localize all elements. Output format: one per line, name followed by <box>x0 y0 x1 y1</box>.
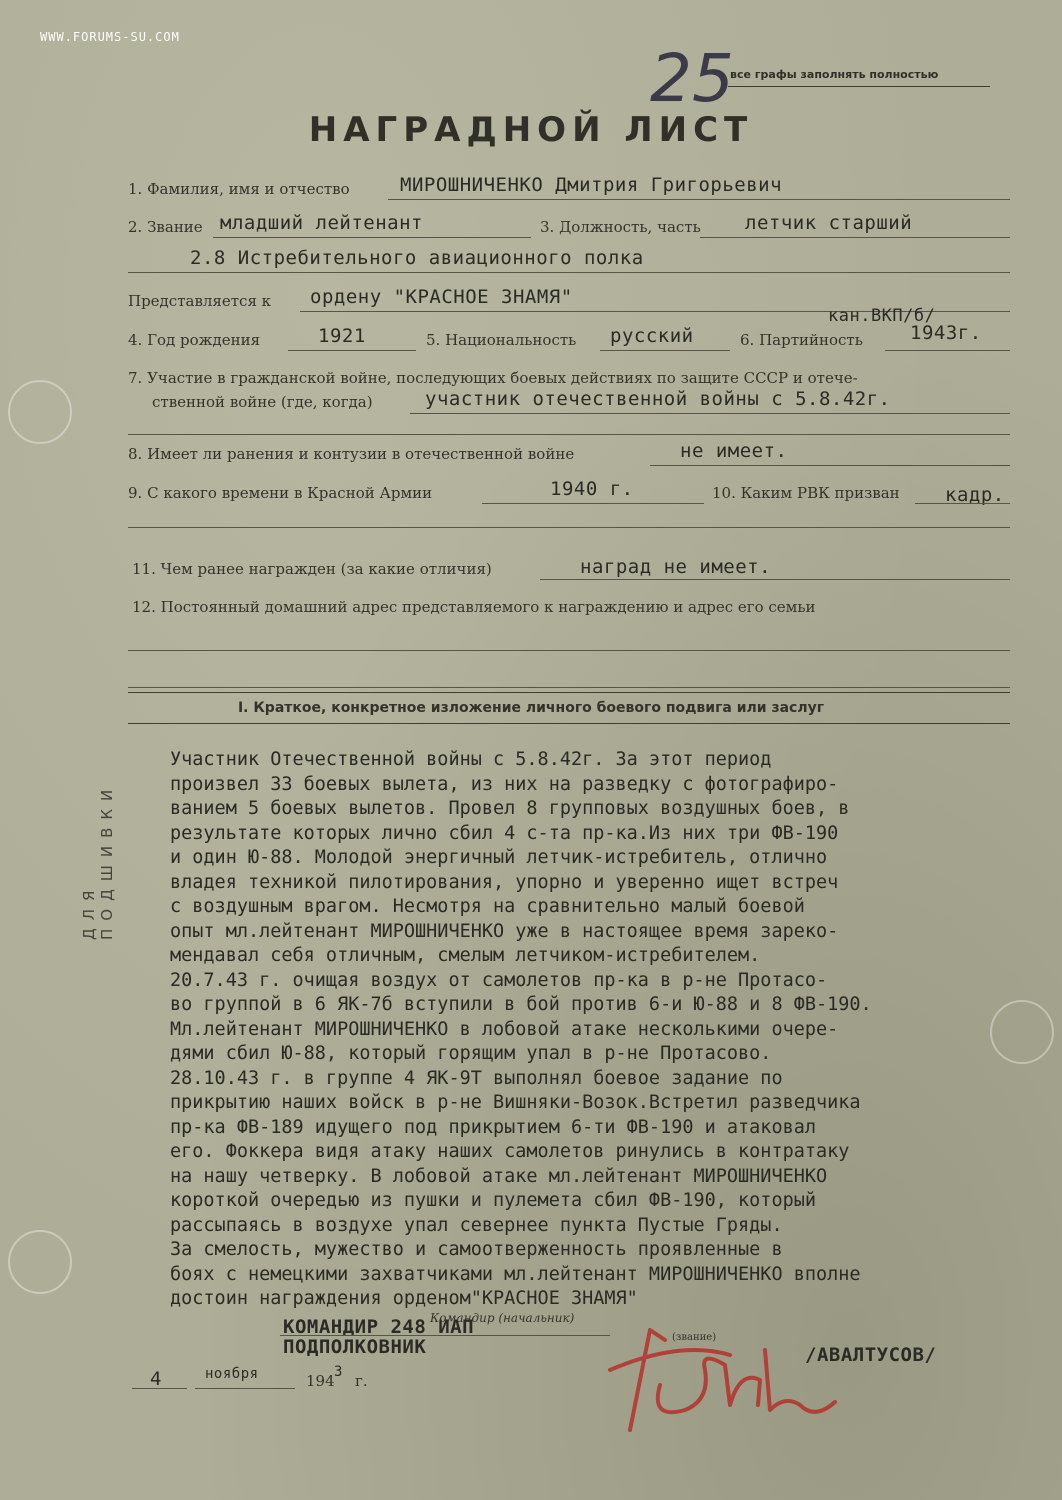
narrative-line: произвел 33 боевых вылета, из них на разведку с фотографиро- <box>170 773 839 795</box>
field-7-line-2 <box>128 434 1010 435</box>
date-day: 4 <box>150 1368 162 1390</box>
date-day-line <box>132 1388 187 1389</box>
commander-name: /АВАЛТУСОВ/ <box>805 1344 937 1366</box>
field-12-label: 12. Постоянный домашний адрес представляемого к награждению и адрес его семьи <box>132 598 816 616</box>
narrative-line: прикрытию наших войск в р-не Вишняки-Возок.Встретил разведчика <box>170 1092 861 1113</box>
field-4-label: 4. Год рождения <box>128 331 261 349</box>
document-title: НАГРАДНОЙ ЛИСТ <box>308 110 754 150</box>
field-5-value: русский <box>610 325 694 347</box>
narrative-line: мендавал себя отличным, смелым летчиком-истребителем. <box>170 945 761 966</box>
field-7-line <box>410 413 1010 414</box>
field-6-value: 1943г. <box>910 322 982 344</box>
narrative-line: ванием 5 боевых вылетов. Провел 8 групповых воздушных боев, в <box>170 798 850 819</box>
narrative-line: За смелость, мужество и самоотверженность проявленные в <box>170 1239 783 1260</box>
section-bottom-rule <box>128 723 1010 724</box>
field-1-label: 1. Фамилия, имя и отчество <box>128 180 350 198</box>
field-10-value: кадр. <box>945 484 1005 506</box>
field-8-label: 8. Имеет ли ранения и контузии в отечественной войне <box>128 445 575 463</box>
narrative-line: боях с немецкими захватчиками мл.лейтенант МИРОШНИЧЕНКО вполне <box>170 1263 861 1285</box>
handwritten-number: 25 <box>650 40 734 117</box>
field-9-value: 1940 г. <box>550 478 634 500</box>
presented-value: ордену "КРАСНОЕ ЗНАМЯ" <box>310 286 573 308</box>
field-7-value: участник отечественной войны с 5.8.42г. <box>425 388 891 410</box>
field-4-line <box>288 350 416 351</box>
field-7-label-2: ственной войне (где, когда) <box>152 393 373 411</box>
field-1-value: МИРОШНИЧЕНКО Дмитрия Григорьевич <box>400 174 783 196</box>
field-10-line <box>915 503 1010 504</box>
presented-label: Представляется к <box>128 292 272 310</box>
field-7-label-1: 7. Участие в гражданской войне, последующих боевых действиях по защите СССР и отече- <box>128 369 858 387</box>
field-3-line-2 <box>128 272 1010 273</box>
field-12-line-2 <box>128 687 1010 688</box>
narrative-line: во группой в 6 ЯК-7б вступили в бой против 6-и Ю-88 и 8 ФВ-190. <box>170 994 872 1015</box>
field-2-label: 2. Звание <box>128 218 203 236</box>
field-8-value: не имеет. <box>680 440 788 462</box>
date-year-suffix: 3 <box>334 1364 343 1380</box>
top-note: все графы заполнять полностью <box>730 68 939 81</box>
field-3-value: летчик старший <box>745 212 913 234</box>
field-2-value: младший лейтенант <box>220 212 423 234</box>
watermark: WWW.FORUMS-SU.COM <box>40 30 180 44</box>
narrative-line: результате которых лично сбил 4 с-та пр-ка.Из них три ФВ-190 <box>170 822 839 844</box>
stamp-watermark <box>8 380 72 444</box>
field-9-line <box>482 503 704 504</box>
field-3-value-2: 2.8 Истребительного авиационного полка <box>190 247 644 269</box>
narrative-line: владея техникой пилотирования, упорно и уверенно ищет встреч <box>170 871 839 893</box>
field-10-line-2 <box>128 527 1010 528</box>
field-10-label: 10. Каким РВК призван <box>712 484 900 502</box>
commander-caption: Командир (начальник) <box>430 1311 575 1325</box>
narrative-line: и один Ю-88. Молодой энергичный летчик-истребитель, отлично <box>170 847 828 868</box>
field-11-line <box>540 579 1010 580</box>
field-2-line <box>213 237 531 238</box>
stamp-watermark <box>8 1230 72 1294</box>
rank-caption: (звание) <box>672 1332 717 1343</box>
field-11-label: 11. Чем ранее награжден (за какие отличия) <box>132 560 492 578</box>
narrative-line: Мл.лейтенант МИРОШНИЧЕНКО в лобовой атаке несколькими очере- <box>170 1018 839 1040</box>
narrative-line: достоин награждения орденом"КРАСНОЕ ЗНАМЯ" <box>170 1288 638 1309</box>
narrative-line: на нашу четверку. В лобовой атаке мл.лейтенант МИРОШНИЧЕНКО <box>170 1165 828 1187</box>
signature-mark <box>590 1310 850 1440</box>
narrative-line: рассыпаясь в воздухе упал севернее пункта Пустые Гряды. <box>170 1214 783 1236</box>
commander-rank: ПОДПОЛКОВНИК <box>283 1336 427 1358</box>
field-4-value: 1921 <box>318 325 366 347</box>
narrative-line: опыт мл.лейтенант МИРОШНИЧЕНКО уже в настоящее время зареко- <box>170 920 839 942</box>
field-1-line <box>388 199 1010 200</box>
section-heading: I. Краткое, конкретное изложение личного боевого подвига или заслуг <box>237 700 825 716</box>
date-month-line <box>195 1388 295 1389</box>
field-6-line <box>885 350 1010 351</box>
narrative-line: 28.10.43 г. в группе 4 ЯК-9Т выполнял боевое задание по <box>170 1067 783 1089</box>
date-year-prefix: 194 <box>306 1372 335 1390</box>
field-6-label: 6. Партийность <box>740 331 863 349</box>
narrative-line: короткой очередью из пушки и пулемета сбил ФВ-190, который <box>170 1190 817 1211</box>
narrative-line: его. Фоккера видя атаку наших самолетов ринулись в контратаку <box>170 1141 850 1162</box>
field-8-line <box>650 465 1010 466</box>
date-g: г. <box>355 1372 368 1390</box>
field-5-label: 5. Национальность <box>426 331 577 349</box>
narrative-line: пр-ка ФВ-189 идущего под прикрытием 6-ти ФВ-190 и атаковал <box>170 1116 817 1138</box>
field-3-line <box>700 237 1010 238</box>
field-3-label: 3. Должность, часть <box>540 218 701 236</box>
field-5-line <box>600 350 730 351</box>
narrative-line: 20.7.43 г. очищая воздух от самолетов пр-ка в р-не Протасо- <box>170 969 828 991</box>
commander-role: КОМАНДИР 248 ИАП <box>283 1316 475 1338</box>
narrative-line: Участник Отечественной войны с 5.8.42г. За этот период <box>170 749 772 770</box>
top-note-underline <box>728 86 990 87</box>
stamp-watermark <box>990 1000 1054 1064</box>
field-9-label: 9. С какого времени в Красной Армии <box>128 484 433 502</box>
narrative <box>170 748 1040 1312</box>
field-11-value: наград не имеет. <box>580 556 772 578</box>
binding-margin-label: ДЛЯ ПОДШИВКИ <box>80 781 116 940</box>
date-month: ноября <box>205 1366 259 1382</box>
field-12-line-1 <box>128 650 1010 651</box>
narrative-line: с воздушным врагом. Несмотря на сравнительно малый боевой <box>170 896 805 917</box>
party-card: кан.ВКП/б/ <box>828 306 936 326</box>
section-top-rule <box>128 692 1010 693</box>
narrative-line: дями сбил Ю-88, который горящим упал в р-не Протасово. <box>170 1043 772 1064</box>
